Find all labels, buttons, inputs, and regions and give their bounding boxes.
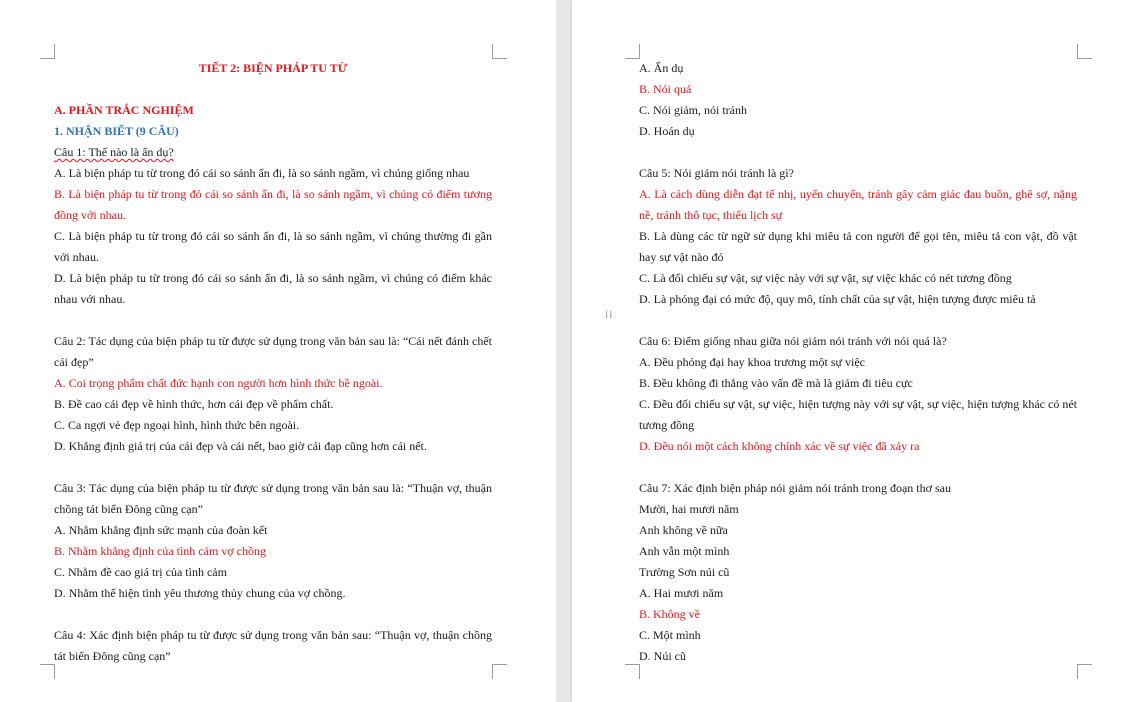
page-corner-mark [625,664,640,679]
question-3: Câu 3: Tác dụng của biện pháp tu từ được sử dụng trong văn bản sau là: “Thuận vợ, thuận chồng tát biển Đông cũng cạn” [54,481,492,516]
q4-option-b: B. Nói quá [639,82,692,96]
q3-option-b: B. Nhằm khẳng định của tình cảm vợ chồng [54,544,266,558]
page-corner-mark [1077,44,1092,59]
q7-option-a: A. Hai mươi năm [639,586,724,600]
subsection-heading: 1. NHẬN BIẾT (9 CÂU) [54,124,179,138]
drag-handle-icon[interactable]: ⁞⁞ [605,310,614,321]
q3-option-a: A. Nhằm khẳng định sức mạnh của đoàn kết [54,523,268,537]
q4-option-a: A. Ẩn dụ [639,61,684,75]
q5-option-b: B. Là dùng các từ ngữ sử dụng khi miêu tả con người để gọi tên, miêu tả con vật, đồ vật hay sự vật nào đó [639,229,1077,264]
q6-option-a: A. Đều phóng đại hay khoa trương một sự việc [639,355,865,369]
question-7: Câu 7: Xác định biện pháp nói giảm nói tránh trong đoạn thơ sau [639,481,951,495]
page-gap [556,0,572,702]
q1-option-c: C. Là biện pháp tu từ trong đó cái so sánh ẩn đi, là so sánh ngầm, vì chúng thường đi gần với nhau. [54,229,492,264]
document-page-left [0,0,556,702]
q2-option-a: A. Coi trọng phẩm chất đức hạnh con người hơn hình thức bề ngoài. [54,376,383,390]
q2-option-d: D. Khẳng định giá trị của cái đẹp và cái nết, bao giờ cái đạp cũng hơn cái nết. [54,439,427,453]
poem-line: Mười, hai mươi năm [639,502,739,516]
page-corner-mark [492,664,507,679]
q6-option-d: D. Đều nói một cách không chính xác về sự việc đã xảy ra [639,439,920,453]
question-2: Câu 2: Tác dụng của biện pháp tu từ được sử dụng trong văn bản sau là: “Cái nết đánh chết cái đẹp” [54,334,492,369]
q6-option-b: B. Đều không đi thẳng vào vấn đề mà là giảm đi tiêu cực [639,376,913,390]
q3-option-c: C. Nhằm đề cao giá trị của tình cảm [54,565,227,579]
q5-option-a: A. Là cách dùng diễn đạt tế nhị, uyển chuyển, tránh gây cảm giác đau buồn, ghê sợ, nặng nề, tránh thô tục, thiếu lịch sự [639,187,1077,222]
q5-option-d: D. Là phóng đại có mức độ, quy mô, tính chất của sự vật, hiện tượng được miêu tả [639,292,1036,306]
question-1-text: Câu 1: Thế nào là ẩn dụ? [54,145,174,159]
question-1 [54,142,492,163]
q4-option-c: C. Nói giảm, nói tránh [639,103,747,117]
page-title: TIẾT 2: BIỆN PHÁP TU TỪ [198,61,348,75]
poem-line: Anh không về nữa [639,523,728,537]
question-4: Câu 4: Xác định biện pháp tu từ được sử dụng trong văn bản sau: “Thuận vợ, thuận chồng tát biển Đông cũng cạn” [54,628,492,663]
q1-option-b: B. Là biện pháp tu từ trong đó cái so sánh ẩn đi, là so sánh ngầm, vì chúng có điểm tương đồng với nhau. [54,187,492,222]
page-corner-mark [492,44,507,59]
poem-line: Trường Sơn núi cũ [639,565,730,579]
q1-option-d: D. Là biện pháp tu từ trong đó cái so sánh ẩn đi, là so sánh ngầm, vì chúng có điểm khác nhau với nhau. [54,271,492,306]
text-column[interactable] [54,58,492,667]
q2-option-c: C. Ca ngợi vẻ đẹp ngoại hình, hình thức bên ngoài. [54,418,300,432]
document-page-right [572,0,1126,702]
q7-option-d: D. Núi cũ [639,649,686,663]
page-corner-mark [40,44,55,59]
q6-option-c: C. Đều đối chiếu sự vật, sự việc, hiện tượng này với sự vật, sự việc, hiện tượng khác có nét tương đồng [639,397,1077,432]
question-6: Câu 6: Điểm giống nhau giữa nói giảm nói tránh với nói quá là? [639,334,947,348]
page-corner-mark [40,664,55,679]
text-column[interactable] [639,58,1077,667]
page-corner-mark [1077,664,1092,679]
q7-option-b: B. Không về [639,607,700,621]
q1-option-a: A. Là biện pháp tu từ trong đó cái so sánh ẩn đi, là so sánh ngầm, vì chúng giống nhau [54,166,470,180]
q2-option-b: B. Đề cao cái đẹp về hình thức, hơn cái đẹp về phẩm chất. [54,397,334,411]
page-corner-mark [625,44,640,59]
poem-line: Anh vẫn một mình [639,544,730,558]
question-5: Câu 5: Nói giảm nói tránh là gì? [639,166,794,180]
q7-option-c: C. Một mình [639,628,701,642]
q4-option-d: D. Hoán dụ [639,124,695,138]
section-heading: A. PHẦN TRẮC NGHIỆM [54,103,194,117]
q3-option-d: D. Nhằm thể hiện tình yêu thương thủy chung của vợ chồng. [54,586,346,600]
q5-option-c: C. Là đối chiếu sự vật, sự việc này với sự vật, sự việc khác có nét tương đồng [639,271,1012,285]
